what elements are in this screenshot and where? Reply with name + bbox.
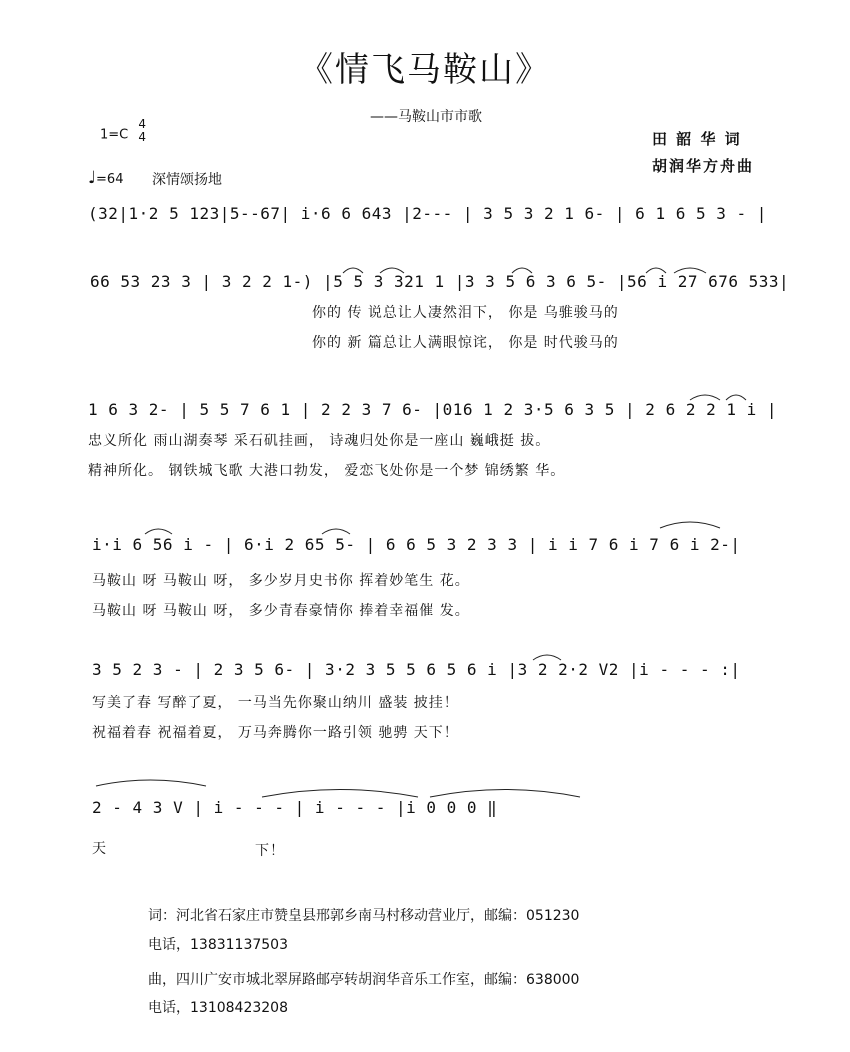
score-line-6: 2 - 4 3 V | i - - - | i - - - |i 0 0 0 ‖ bbox=[92, 798, 498, 817]
score-line-4: i·i 6 56 i - | 6·i 2 65 5- | 6 6 5 3 2 3 3 | i i 7 6 i 7 6 i 2-| bbox=[92, 535, 741, 554]
lyricist-credit: 田 韶 华 词 bbox=[652, 130, 742, 148]
song-subtitle: ——马鞍山市市歌 bbox=[370, 109, 482, 125]
quarter-note-icon: ♩ bbox=[88, 168, 97, 188]
tie-arc bbox=[533, 655, 561, 660]
tie-arc bbox=[343, 268, 363, 273]
time-bottom: 4 bbox=[138, 130, 147, 144]
tie-arc bbox=[660, 522, 720, 528]
song-title: 《情飞马鞍山》 bbox=[299, 50, 551, 90]
tie-arc bbox=[262, 790, 418, 798]
expression-marking: 深情颂扬地 bbox=[152, 172, 222, 188]
lyric-line-5b: 祝福着春 祝福着夏， 万马奔腾你一路引领 驰骋 天下！ bbox=[92, 725, 459, 741]
tempo-value: =64 bbox=[96, 172, 124, 187]
tie-arc bbox=[690, 395, 720, 400]
tie-arc bbox=[726, 395, 746, 400]
tie-arc bbox=[674, 268, 706, 273]
tie-arc bbox=[96, 780, 206, 786]
lyric-line-2a: 你的 传 说总让人凄然泪下， 你是 乌骓骏马的 bbox=[312, 305, 619, 321]
lyric-line-3a: 忠义所化 雨山湖奏琴 采石矶挂画， 诗魂归处你是一座山 巍峨挺 拔。 bbox=[88, 433, 551, 449]
tie-arc bbox=[322, 529, 350, 534]
score-line-2: 66 53 23 3 | 3 2 2 1-) |5 5 3 321 1 |3 3 5 6 3 6 5- |56 i 27 676 533| bbox=[90, 272, 790, 291]
composer-credit: 胡润华方舟曲 bbox=[652, 157, 755, 175]
key-label: 1=C bbox=[100, 127, 129, 143]
lyric-line-6-first: 天 bbox=[92, 841, 107, 857]
tie-arc bbox=[145, 529, 172, 534]
composer-phone: 电话，13108423208 bbox=[148, 1000, 288, 1016]
tie-arc bbox=[512, 268, 532, 273]
lyric-line-4b: 马鞍山 呀 马鞍山 呀， 多少青春豪情你 捧着幸福催 发。 bbox=[92, 603, 470, 619]
lyric-line-3b: 精神所化。 钢铁城飞歌 大港口勃发， 爱恋飞处你是一个梦 锦绣繁 华。 bbox=[88, 463, 566, 479]
lyric-line-5a: 写美了春 写醉了夏， 一马当先你聚山纳川 盛装 披挂！ bbox=[92, 695, 459, 711]
lyric-line-6-second: 下！ bbox=[255, 843, 285, 859]
score-line-1: (32|1·2 5 123|5--67| i·6 6 643 |2--- | 3 5 3 2 1 6- | 6 1 6 5 3 - | bbox=[88, 204, 767, 223]
time-top: 4 bbox=[138, 117, 147, 131]
lyricist-phone: 电话，13831137503 bbox=[148, 937, 288, 953]
lyricist-address: 词：河北省石家庄市赞皇县邢郭乡南马村移动营业厅，邮编：051230 bbox=[148, 908, 580, 924]
lyric-line-4a: 马鞍山 呀 马鞍山 呀， 多少岁月史书你 挥着妙笔生 花。 bbox=[92, 573, 470, 589]
score-line-3: 1 6 3 2- | 5 5 7 6 1 | 2 2 3 7 6- |016 1 2 3·5 6 3 5 | 2 6 2 2 1 i | bbox=[88, 400, 778, 419]
tie-arc bbox=[646, 268, 666, 273]
tie-arc bbox=[430, 790, 580, 798]
score-line-5: 3 5 2 3 - | 2 3 5 6- | 3·2 3 5 5 6 5 6 i |3 2 2·2 V2 |i - - - :| bbox=[92, 660, 741, 679]
tie-arc bbox=[380, 268, 404, 273]
composer-address: 曲，四川广安市城北翠屏路邮亭转胡润华音乐工作室，邮编：638000 bbox=[148, 972, 580, 988]
lyric-line-2b: 你的 新 篇总让人满眼惊诧， 你是 时代骏马的 bbox=[312, 335, 619, 351]
